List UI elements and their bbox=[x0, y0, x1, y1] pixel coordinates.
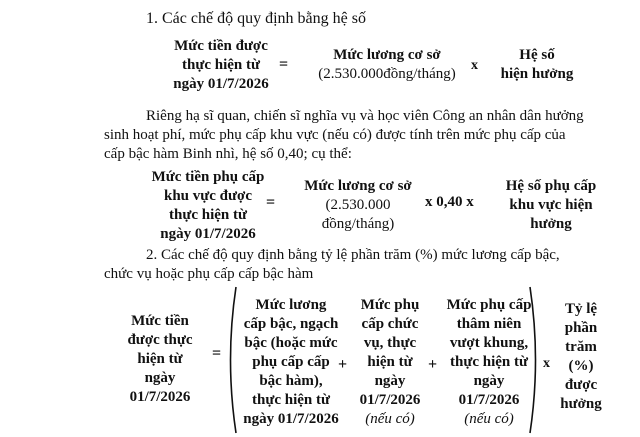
formula-1-mid-value: (2.530.000đồng/tháng) bbox=[318, 66, 456, 82]
formula-2-left-line: ngày 01/7/2026 bbox=[160, 226, 256, 242]
formula-3-right-line: được bbox=[564, 377, 598, 393]
term-2-line: 01/7/2026 bbox=[359, 392, 421, 408]
formula-2-middle bbox=[288, 177, 428, 234]
term-2-line: vụ, thực bbox=[363, 335, 417, 351]
term-2-line: cấp chức bbox=[361, 316, 419, 332]
term-3-note: (nếu có) bbox=[464, 411, 514, 427]
formula-2-mid-title: Mức lương cơ sở bbox=[304, 178, 412, 194]
section-2-heading-line: chức vụ hoặc phụ cấp cấp bậc hàm bbox=[104, 266, 314, 282]
term-1-line: phụ cấp cấp bbox=[252, 354, 330, 370]
formula-3-right-line: (%) bbox=[568, 358, 594, 374]
term-3-line: vượt khung, bbox=[449, 335, 529, 351]
formula-1-mid-title: Mức lương cơ sở bbox=[333, 47, 441, 63]
formula-3-left-line: Mức tiền bbox=[131, 313, 189, 329]
formula-3-left-line: được thực bbox=[127, 332, 193, 348]
formula-2-right bbox=[488, 177, 614, 234]
right-parenthesis bbox=[528, 285, 542, 435]
section-2-heading-line: 2. Các chế độ quy định bằng tỷ lệ phần trăm (%) mức lương cấp bậc, bbox=[146, 247, 560, 263]
formula-2-mid-line: đồng/tháng) bbox=[321, 216, 395, 232]
formula-3-right-line: hưởng bbox=[560, 396, 602, 412]
formula-3-left-line: hiện từ bbox=[137, 351, 183, 367]
formula-2-left-line: thực hiện từ bbox=[168, 207, 247, 223]
formula-3-left-line: ngày bbox=[144, 370, 176, 386]
term-1-line: Mức lương bbox=[255, 297, 327, 313]
term-2-line: ngày bbox=[374, 373, 406, 389]
formula-1-right-line: hiện hưởng bbox=[500, 66, 574, 82]
term-2-line: Mức phụ bbox=[360, 297, 420, 313]
formula-2-left bbox=[138, 168, 278, 244]
formula-2-equals: = bbox=[266, 194, 276, 211]
formula-1-left bbox=[160, 37, 282, 94]
formula-3-right-line: trăm bbox=[565, 339, 597, 355]
formula-1-times: x bbox=[471, 58, 478, 73]
term-2-line: hiện từ bbox=[367, 354, 413, 370]
formula-3-term-3 bbox=[440, 296, 538, 429]
paragraph-line: sinh hoạt phí, mức phụ cấp khu vực (nếu có) được tính trên mức phụ cấp của bbox=[104, 127, 566, 143]
formula-2-right-line: Hệ số phụ cấp bbox=[505, 178, 597, 194]
term-2-note: (nếu có) bbox=[365, 411, 415, 427]
formula-3-left bbox=[112, 312, 208, 407]
term-3-line: 01/7/2026 bbox=[458, 392, 520, 408]
formula-2-right-line: hưởng bbox=[530, 216, 572, 232]
term-3-line: ngày bbox=[473, 373, 505, 389]
term-1-line: bậc (hoặc mức bbox=[244, 335, 338, 351]
formula-2-right-line: khu vực hiện bbox=[509, 197, 593, 213]
formula-1-left-line: ngày 01/7/2026 bbox=[173, 76, 269, 92]
formula-1-left-line: thực hiện từ bbox=[181, 57, 260, 73]
formula-3-term-2 bbox=[352, 296, 428, 429]
term-1-line: bậc hàm), bbox=[259, 373, 323, 389]
term-1-line: cấp bậc, ngạch bbox=[243, 316, 339, 332]
formula-2-left-line: khu vực được bbox=[164, 188, 252, 204]
formula-3-times: x bbox=[543, 356, 550, 371]
formula-1-right-line: Hệ số bbox=[519, 47, 555, 63]
formula-3-left-line: 01/7/2026 bbox=[129, 389, 191, 405]
paragraph-line: cấp bậc hàm Binh nhì, hệ số 0,40; cụ thể: bbox=[104, 146, 352, 162]
term-3-line: thâm niên bbox=[456, 316, 522, 332]
formula-2-mid-line: (2.530.000 bbox=[325, 197, 391, 213]
term-3-line: Mức phụ cấp bbox=[446, 297, 532, 313]
formula-2-left-line: Mức tiền phụ cấp bbox=[151, 169, 265, 185]
term-1-line: thực hiện từ bbox=[251, 392, 330, 408]
term-1-line: ngày 01/7/2026 bbox=[243, 411, 339, 427]
formula-3-right bbox=[552, 300, 610, 414]
formula-3-right-line: Tỷ lệ bbox=[564, 301, 598, 317]
formula-3-plus-2: + bbox=[428, 356, 438, 373]
paragraph-line: Riêng hạ sĩ quan, chiến sĩ nghĩa vụ và học viên Công an nhân dân hưởng bbox=[146, 108, 584, 124]
section-1-heading: 1. Các chế độ quy định bằng hệ số bbox=[146, 10, 366, 27]
formula-2-times: x 0,40 x bbox=[425, 194, 474, 210]
term-3-line: thực hiện từ bbox=[449, 354, 528, 370]
formula-1-right bbox=[492, 46, 582, 84]
formula-3-term-1 bbox=[232, 296, 350, 429]
formula-3-right-line: phần bbox=[564, 320, 598, 336]
formula-3-equals: = bbox=[212, 345, 222, 362]
formula-1-left-line: Mức tiền được bbox=[174, 38, 268, 54]
formula-1-equals: = bbox=[279, 56, 289, 73]
formula-1-middle bbox=[308, 46, 466, 84]
formula-3-plus-1: + bbox=[338, 356, 348, 373]
